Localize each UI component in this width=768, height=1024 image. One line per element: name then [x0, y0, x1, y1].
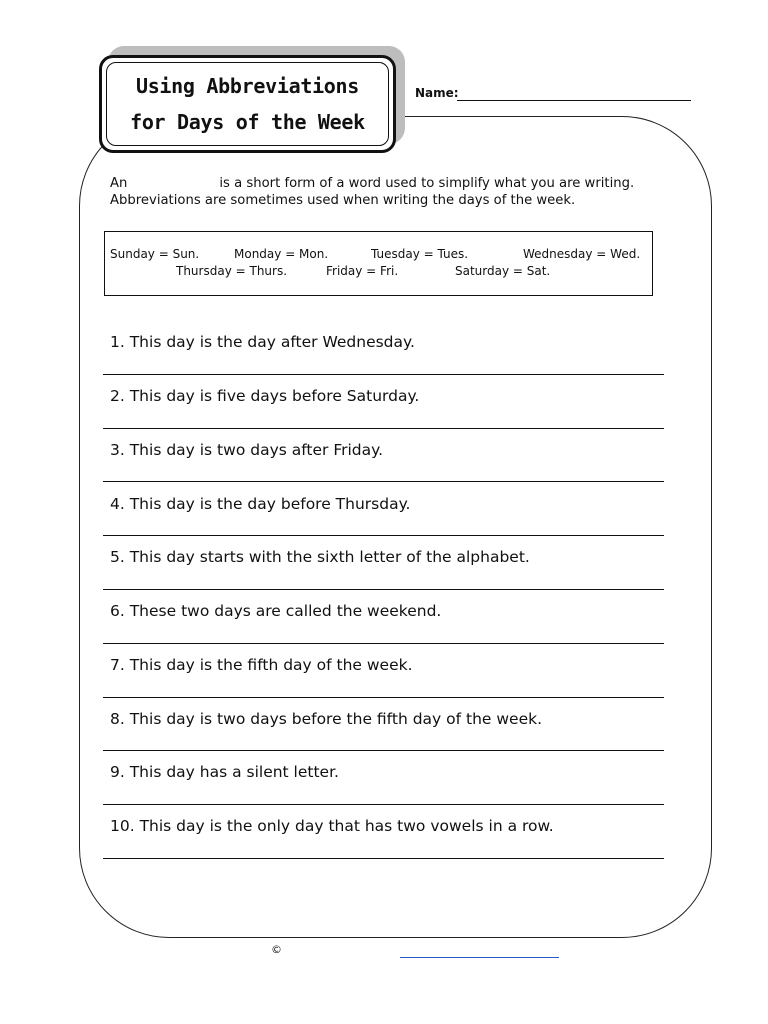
question-6: 6. These two days are called the weekend.: [110, 602, 442, 620]
abbreviation-thursday: Thursday = Thurs.: [176, 264, 288, 278]
answer-line-2[interactable]: [103, 428, 664, 429]
name-label: Name:: [415, 86, 459, 100]
intro-part-1: An: [110, 176, 128, 191]
footer-link-underline[interactable]: [400, 957, 559, 958]
abbreviation-friday: Friday = Fri.: [326, 264, 399, 278]
abbreviation-box: [104, 231, 653, 296]
answer-line-6[interactable]: [103, 643, 664, 644]
question-4: 4. This day is the day before Thursday.: [110, 495, 411, 513]
answer-line-8[interactable]: [103, 750, 664, 751]
answer-line-4[interactable]: [103, 535, 664, 536]
intro-paragraph: [110, 175, 670, 209]
question-3: 3. This day is two days after Friday.: [110, 441, 384, 459]
answer-line-1[interactable]: [103, 374, 664, 375]
question-1: 1. This day is the day after Wednesday.: [110, 333, 415, 351]
name-answer-line[interactable]: [457, 100, 691, 101]
title-inner-border: [106, 62, 389, 146]
intro-part-2: is a short form of a word used to simplify what you are writing.: [219, 176, 635, 191]
intro-line-2: Abbreviations are sometimes used when writing the days of the week.: [110, 193, 576, 208]
question-2: 2. This day is five days before Saturday.: [110, 387, 420, 405]
abbreviation-saturday: Saturday = Sat.: [455, 264, 551, 278]
abbreviation-monday: Monday = Mon.: [234, 247, 329, 261]
question-7: 7. This day is the fifth day of the week.: [110, 656, 413, 674]
title-line-2: for Days of the Week: [130, 110, 365, 134]
answer-line-3[interactable]: [103, 481, 664, 482]
question-5: 5. This day starts with the sixth letter of the alphabet.: [110, 548, 530, 566]
title-box: [99, 55, 396, 153]
abbreviation-tuesday: Tuesday = Tues.: [371, 247, 469, 261]
answer-line-5[interactable]: [103, 589, 664, 590]
answer-line-10[interactable]: [103, 858, 664, 859]
question-10: 10. This day is the only day that has two vowels in a row.: [110, 817, 554, 835]
title-line-1: Using Abbreviations: [135, 74, 360, 98]
copyright-symbol: ©: [271, 943, 282, 956]
abbreviation-wednesday: Wednesday = Wed.: [523, 247, 641, 261]
answer-line-9[interactable]: [103, 804, 664, 805]
answer-line-7[interactable]: [103, 697, 664, 698]
question-9: 9. This day has a silent letter.: [110, 763, 339, 781]
abbreviation-sunday: Sunday = Sun.: [110, 247, 200, 261]
question-8: 8. This day is two days before the fifth day of the week.: [110, 710, 543, 728]
